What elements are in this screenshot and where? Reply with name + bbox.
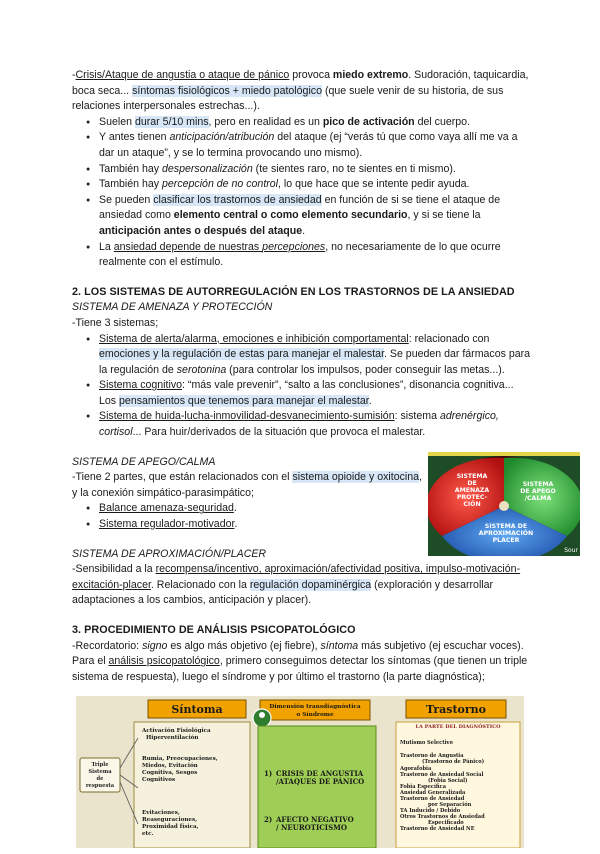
disorder-item: Ansiedad Generalizada (400, 790, 466, 796)
segment-2-line: /CALMA (524, 495, 552, 502)
list-item: ● También hay despersonalización (te sientes raro, no te sientes en ti mismo). (99, 162, 532, 178)
col2-title: o Síndrome (296, 712, 334, 718)
svg-text:AFECTO NEGATIVO: AFECTO NEGATIVO (276, 815, 354, 824)
segment-1-line: SISTEMA (456, 473, 488, 480)
symptom-group: Hiperventilación (146, 735, 199, 741)
symptom-group: Proximidad física, (142, 824, 199, 830)
segment-3-line: APROXIMACIÓN (478, 530, 534, 537)
list-item: ● Suelen durar 5/10 mins, pero en realidad es un pico de activación del cuerpo. (99, 115, 532, 131)
disorder-item: Agorafobia (400, 766, 432, 772)
col2-title: Dimensión transdiagnóstica (269, 704, 361, 710)
segment-2-line: SISTEMA (522, 481, 554, 488)
section-3-heading: 3. PROCEDIMIENTO DE ANÁLISIS PSICOPATOLÓGICO (72, 624, 356, 636)
subheading-aproximacion: SISTEMA DE APROXIMACIÓN/PLACER (72, 547, 267, 560)
document-page (72, 68, 532, 685)
disorder-item: Trastorno de Ansiedad Social (400, 772, 484, 778)
segment-1-line: PROTEC- (456, 494, 488, 501)
disorder-item: Trastorno de Ansiedad (400, 796, 465, 802)
panic-attack-bullets (72, 115, 532, 271)
svg-text:1): 1) (264, 769, 273, 778)
symptom-group: Reaseguraciones, (142, 817, 198, 823)
section-2-heading: 2. LOS SISTEMAS DE AUTORREGULACIÓN EN LOS TRASTORNOS DE LA ANSIEDAD (72, 285, 515, 298)
col1-title: Síntoma (171, 703, 223, 716)
svg-text:Triple: Triple (91, 762, 109, 768)
amenaza-intro: -Tiene 3 sistemas; (72, 316, 159, 329)
panic-attack-paragraph: -Crisis/Ataque de angustia o ataque de pánico provoca miedo extremo. Sudoración, taquicardia, boca seca... síntomas fisiológicos + miedo patológico (que suele venir de su historia, de sus relaciones interpersonales estrechas...). (72, 69, 529, 113)
amenaza-bullets (72, 332, 532, 441)
highlight-symptoms: síntomas fisiológicos + miedo patológico (132, 84, 322, 97)
list-item: ● La ansiedad depende de nuestras percepciones, no necesariamente de lo que ocurre realmente con el estímulo. (99, 240, 532, 271)
svg-text:de: de (96, 776, 104, 782)
symptom-group: Cognitivos (142, 777, 176, 783)
apego-block (72, 455, 422, 533)
disorder-item: (Fobia Social) (428, 778, 468, 784)
svg-text:respuesta: respuesta (85, 783, 115, 789)
disorder-item: por Separación (428, 802, 472, 808)
list-item: ● Sistema regulador-motivador. (99, 517, 422, 533)
symptom-group: etc. (142, 831, 154, 837)
disorder-item: TA Inducido / Debido (400, 808, 461, 814)
symptom-group: Miedos, Evitación (142, 763, 198, 769)
disorder-item: Trastorno de Ansiedad NE (400, 826, 475, 832)
crisis-term: Crisis/Ataque de angustia o ataque de pánico (75, 69, 290, 81)
svg-text:/ATAQUES DE PÁNICO: /ATAQUES DE PÁNICO (276, 777, 365, 786)
list-item: ● También hay percepción de no control, lo que hace que se intente pedir ayuda. (99, 177, 532, 193)
segment-1-line: AMENAZA (454, 487, 490, 494)
subheading-apego: SISTEMA DE APEGO/CALMA (72, 455, 216, 468)
disorder-item: Especificado (428, 820, 464, 826)
segment-2-line: DE APEGO (520, 488, 556, 495)
apego-bullets (72, 501, 422, 532)
symptom-group: Activación Fisiológica (142, 728, 211, 734)
list-item: ● Sistema cognitivo: “más vale prevenir”, “salto a las conclusiones”, disonancia cognitiva... Los pensamientos que tenemos para manejar el malestar. (99, 378, 532, 409)
disorder-item: (Trastorno de Pánico) (422, 759, 485, 765)
segment-3-line: PLACER (492, 537, 520, 544)
symptom-group: Rumia, Preocupaciones, (142, 756, 218, 762)
svg-text:2): 2) (264, 815, 273, 824)
section-3-text: -Recordatorio: signo es algo más objetivo (ej fiebre), síntoma más subjetivo (ej escuchar voces). Para el análisis psicopatológico, primero conseguimos detectar los síntomas (que tienen un triple sistema de respuesta), luego el síndrome y por último el trastorno (la parte diagnóstica); (72, 639, 528, 683)
col3-title: Trastorno (425, 703, 487, 716)
svg-text:LA PARTE DEL DIAGNÓSTICO: LA PARTE DEL DIAGNÓSTICO (415, 724, 501, 730)
list-item: ● Y antes tienen anticipación/atribución del ataque (ej “verás tú que como vaya allí me va a dar un ataque”, y se lo termina provocando uno mismo). (99, 130, 532, 161)
svg-text:CRISIS DE ANGUSTIA: CRISIS DE ANGUSTIA (276, 769, 364, 778)
apego-intro: -Tiene 2 partes, que están relacionados con el sistema opioide y oxitocina, y la conexión simpático-parasimpático; (72, 471, 423, 499)
aproximacion-text: -Sensibilidad a la recompensa/incentivo, aproximación/afectividad positiva, impulso-motivación-excitación-placer. Relacionado con la regulación dopaminérgica (exploración y desarrollar adaptaciones a los cambios, anticipación y placer). (72, 563, 521, 607)
svg-text:/ NEUROTICISMO: / NEUROTICISMO (276, 823, 347, 832)
segment-1-line: DE (467, 480, 477, 487)
source-label: Sour (564, 547, 578, 554)
disorder-item: Fobia Específica (400, 784, 447, 790)
list-item: ● Se pueden clasificar los trastornos de ansiedad en función de si se tiene el ataque de ansiedad como elemento central o como elemento secundario, y si se tiene la anticipación antes o después del ataque. (99, 193, 532, 240)
psychopathology-table-diagram (76, 696, 524, 848)
list-item: ● Sistema de alerta/alarma, emociones e inhibición comportamental: relacionado con emociones y la regulación de estas para manejar el malestar. Se pueden dar fármacos para la regulación de serotonina (para controlar los impulsos, poder conseguir las metas...). (99, 332, 532, 379)
subheading-amenaza: SISTEMA DE AMENAZA Y PROTECCIÓN (72, 301, 273, 314)
segment-3-line: SISTEMA DE (484, 523, 528, 530)
svg-text:Sistema: Sistema (88, 769, 112, 775)
disorder-item: Trastorno de Angustia (400, 753, 464, 759)
list-item: ● Balance amenaza-seguridad. (99, 501, 422, 517)
disorder-item: Mutismo Selectivo (400, 740, 453, 746)
symptom-group: Evitaciones, (142, 810, 180, 816)
list-item: ● Sistema de huida-lucha-inmovilidad-desvanecimiento-sumisión: sistema adrenérgico, cortisol... Para huir/derivados de la situación que provoca el malestar. (99, 409, 532, 440)
symptom-group: Cognitiva, Sesgos (142, 770, 198, 776)
three-systems-diagram (428, 452, 580, 556)
disorder-item: Otros Trastornos de Ansiedad (400, 814, 485, 820)
segment-1-line: CIÓN (463, 501, 481, 508)
